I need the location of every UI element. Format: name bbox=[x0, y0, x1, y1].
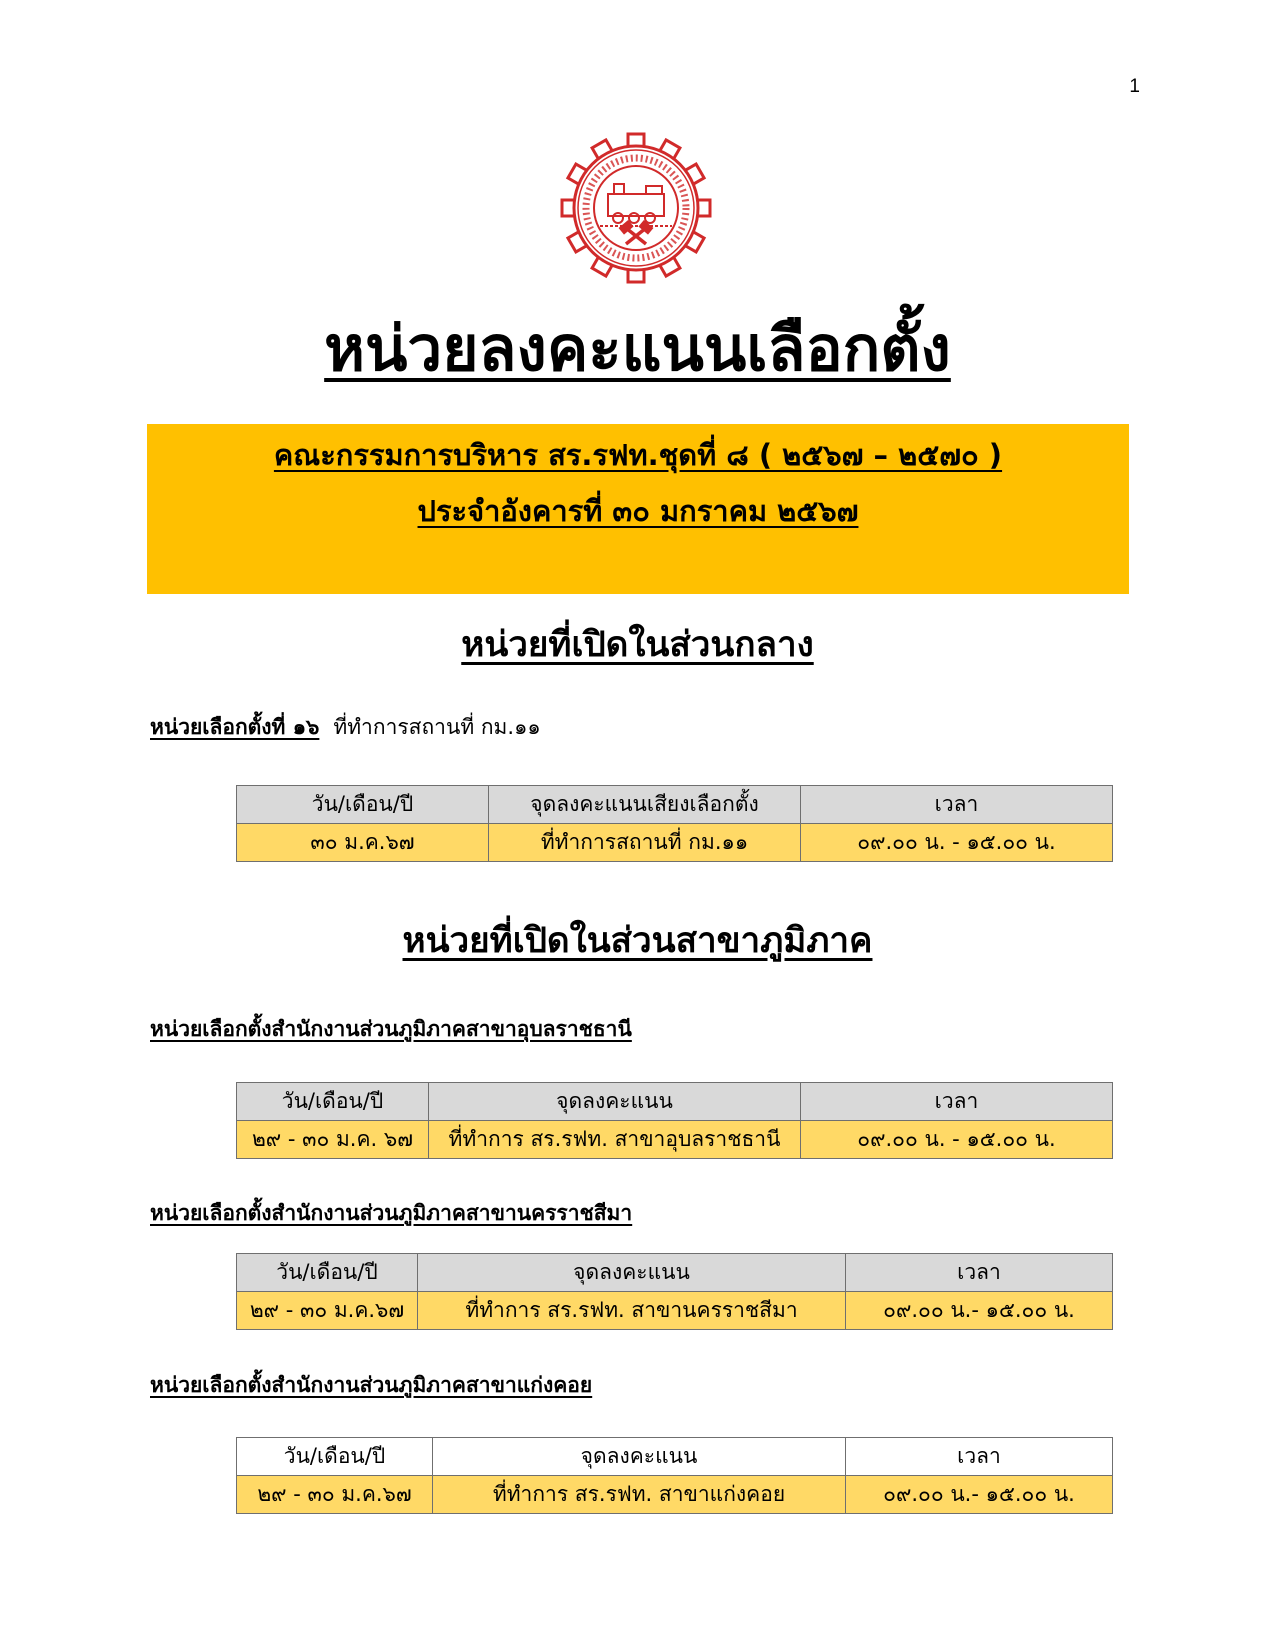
page-number: 1 bbox=[1129, 76, 1140, 97]
header-date: วัน/เดือน/ปี bbox=[237, 1438, 433, 1476]
regional-schedule-table-ubon bbox=[236, 1082, 1113, 1159]
banner-line-date: ประจำอังคารที่ ๓๐ มกราคม ๒๕๖๗ bbox=[417, 494, 859, 528]
regional-unit-label: หน่วยเลือกตั้งสำนักงานส่วนภูมิภาคสาขาแก่งคอย bbox=[150, 1373, 593, 1397]
regional-unit-heading-kaengkhoi bbox=[150, 1373, 592, 1398]
cell-location: ที่ทำการ สร.รฟท. สาขาแก่งคอย bbox=[433, 1476, 846, 1514]
table-header-row bbox=[237, 1083, 1113, 1121]
cell-time: ๐๙.๐๐ น. - ๑๕.๐๐ น. bbox=[801, 1121, 1113, 1159]
regional-unit-label: หน่วยเลือกตั้งสำนักงานส่วนภูมิภาคสาขานครราชสีมา bbox=[150, 1201, 633, 1225]
header-time: เวลา bbox=[801, 786, 1113, 824]
cell-date: ๒๙ - ๓๐ ม.ค.๖๗ bbox=[237, 1292, 418, 1330]
regional-schedule-table-nakhon bbox=[236, 1253, 1113, 1330]
union-logo bbox=[560, 132, 712, 284]
header-location: จุดลงคะแนน bbox=[418, 1254, 846, 1292]
central-schedule-table bbox=[236, 785, 1113, 862]
banner-line-committee: คณะกรรมการบริหาร สร.รฟท.ชุดที่ ๘ ( ๒๕๖๗ – ๒๕๗๐ ) bbox=[273, 438, 1003, 472]
cell-time: ๐๙.๐๐ น.- ๑๕.๐๐ น. bbox=[846, 1476, 1113, 1514]
cell-date: ๒๙ - ๓๐ ม.ค.๖๗ bbox=[237, 1476, 433, 1514]
regional-unit-heading-ubon bbox=[150, 1017, 632, 1042]
regional-section-heading: หน่วยที่เปิดในส่วนสาขาภูมิภาค bbox=[402, 921, 873, 961]
cell-location: ที่ทำการ สร.รฟท. สาขานครราชสีมา bbox=[418, 1292, 846, 1330]
header-time: เวลา bbox=[801, 1083, 1113, 1121]
central-unit-place: ที่ทำการสถานที่ กม.๑๑ bbox=[333, 715, 541, 739]
table-row bbox=[237, 824, 1113, 862]
cell-location: ที่ทำการ สร.รฟท. สาขาอุบลราชธานี bbox=[429, 1121, 801, 1159]
cell-time: ๐๙.๐๐ น.- ๑๕.๐๐ น. bbox=[846, 1292, 1113, 1330]
header-location: จุดลงคะแนนเสียงเลือกตั้ง bbox=[489, 786, 801, 824]
cell-time: ๐๙.๐๐ น. - ๑๕.๐๐ น. bbox=[801, 824, 1113, 862]
central-unit-label: หน่วยเลือกตั้งที่ ๑๖ bbox=[150, 715, 320, 739]
table-row bbox=[237, 1476, 1113, 1514]
header-date: วัน/เดือน/ปี bbox=[237, 1254, 418, 1292]
cell-date: ๒๙ - ๓๐ ม.ค. ๖๗ bbox=[237, 1121, 429, 1159]
header-date: วัน/เดือน/ปี bbox=[237, 786, 489, 824]
regional-schedule-table-kaengkhoi bbox=[236, 1437, 1113, 1514]
cell-location: ที่ทำการสถานที่ กม.๑๑ bbox=[489, 824, 801, 862]
table-header-row bbox=[237, 1438, 1113, 1476]
header-time: เวลา bbox=[846, 1438, 1113, 1476]
cell-date: ๓๐ ม.ค.๖๗ bbox=[237, 824, 489, 862]
central-section-heading: หน่วยที่เปิดในส่วนกลาง bbox=[461, 625, 814, 665]
page-title: หน่วยลงคะแนนเลือกตั้ง bbox=[324, 312, 951, 385]
table-header-row bbox=[237, 786, 1113, 824]
header-location: จุดลงคะแนน bbox=[433, 1438, 846, 1476]
central-unit-heading bbox=[150, 715, 541, 740]
regional-unit-heading-nakhon bbox=[150, 1201, 632, 1226]
header-date: วัน/เดือน/ปี bbox=[237, 1083, 429, 1121]
gear-emblem-icon bbox=[560, 132, 712, 284]
regional-unit-label: หน่วยเลือกตั้งสำนักงานส่วนภูมิภาคสาขาอุบลราชธานี bbox=[150, 1017, 632, 1041]
table-row bbox=[237, 1292, 1113, 1330]
table-header-row bbox=[237, 1254, 1113, 1292]
header-location: จุดลงคะแนน bbox=[429, 1083, 801, 1121]
header-time: เวลา bbox=[846, 1254, 1113, 1292]
table-row bbox=[237, 1121, 1113, 1159]
committee-banner bbox=[147, 424, 1129, 594]
